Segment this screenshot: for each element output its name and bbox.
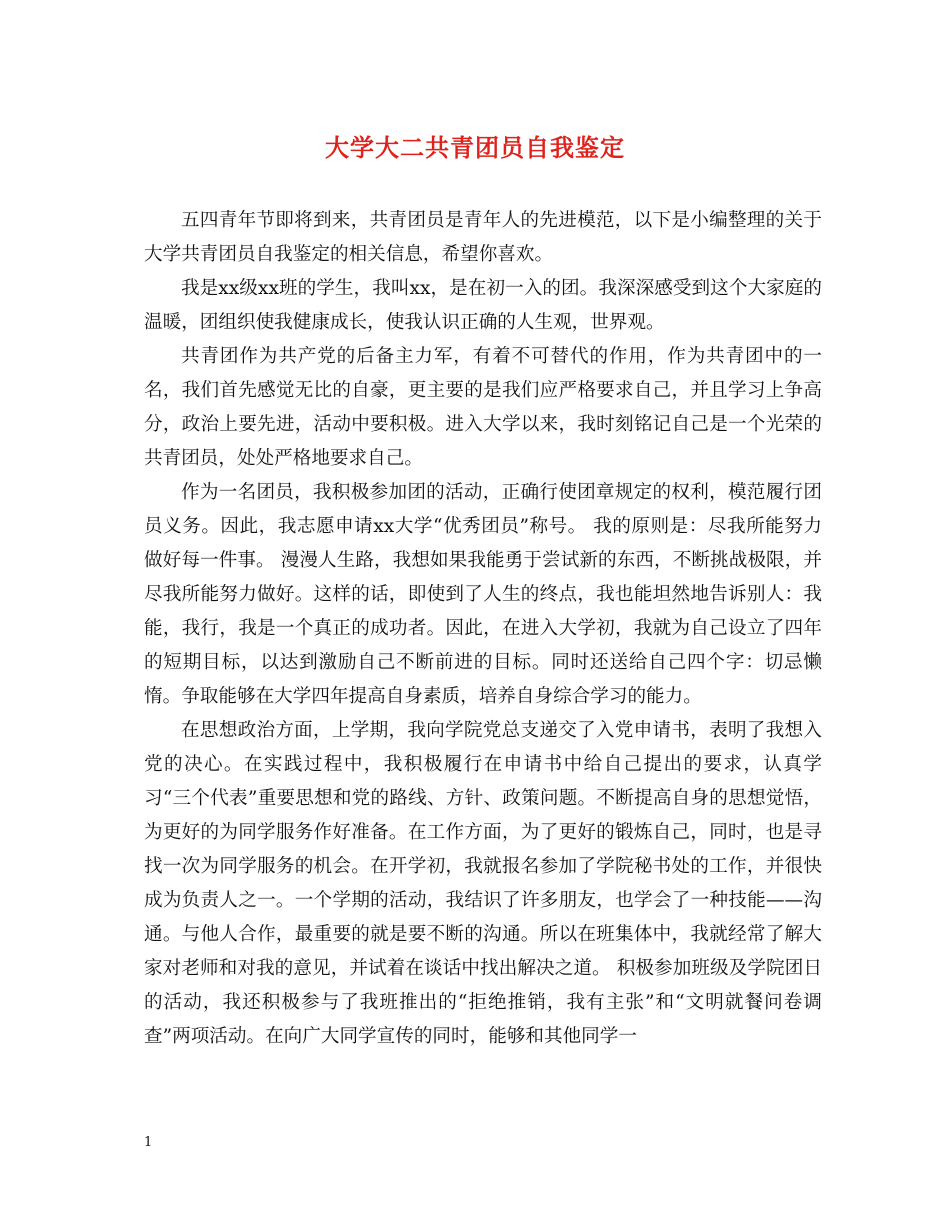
paragraph-intro: 五四青年节即将到来，共青团员是青年人的先进模范，以下是小编整理的关于大学共青团员自我鉴定的相关信息，希望你喜欢。 bbox=[144, 210, 822, 265]
paragraph-youth-league-role: 共青团作为共产党的后备主力军，有着不可替代的作用，作为共青团中的一名，我们首先感觉无比的自豪，更主要的是我们应严格要求自己，并且学习上争高分，政治上要先进，活动中要积极。进入大学以来，我时刻铭记自己是一个光荣的共青团员，处处严格地要求自己。 bbox=[144, 346, 822, 469]
page-number: 1 bbox=[144, 1135, 153, 1150]
paragraph-member-duties: 作为一名团员，我积极参加团的活动，正确行使团章规定的权利，模范履行团员义务。因此，我志愿申请xx大学“优秀团员”称号。 我的原则是：尽我所能努力做好每一件事。 漫漫人生路，我想如果我能勇于尝试新的东西，不断挑战极限，并尽我所能努力做好。这样的话，即使到了人生的终点，我也能坦然地告诉别人：我能，我行，我是一个真正的成功者。因此，在进入大学初，我就为自己设立了四年的短期目标，以达到激励自己不断前进的目标。同时还送给自己四个字：切忌懒惰。争取能够在大学四年提高自身素质，培养自身综合学习的能力。 bbox=[144, 482, 822, 707]
paragraph-political-work: 在思想政治方面，上学期，我向学院党总支递交了入党申请书，表明了我想入党的决心。在实践过程中，我积极履行在申请书中给自己提出的要求，认真学习“三个代表”重要思想和党的路线、方针、政策问题。不断提高自身的思想觉悟，为更好的为同学服务作好准备。在工作方面，为了更好的锻炼自己，同时，也是寻找一次为同学服务的机会。在开学初，我就报名参加了学院秘书处的工作，并很快成为负责人之一。一个学期的活动，我结识了许多朋友，也学会了一种技能——沟通。与他人合作，最重要的就是要不断的沟通。所以在班集体中，我就经常了解大家对老师和对我的意见，并试着在谈话中找出解决之道。 积极参加班级及学院团日的活动，我还积极参与了我班推出的“拒绝推销，我有主张”和“文明就餐问卷调查”两项活动。在向广大同学宣传的同时，能够和其他同学一 bbox=[144, 720, 822, 1047]
paragraph-self-introduction: 我是xx级xx班的学生，我叫xx，是在初一入的团。我深深感受到这个大家庭的温暖，团组织使我健康成长，使我认识正确的人生观，世界观。 bbox=[144, 278, 822, 333]
document-title: 大学大二共青团员自我鉴定 bbox=[325, 133, 625, 162]
document-body bbox=[144, 204, 822, 1054]
